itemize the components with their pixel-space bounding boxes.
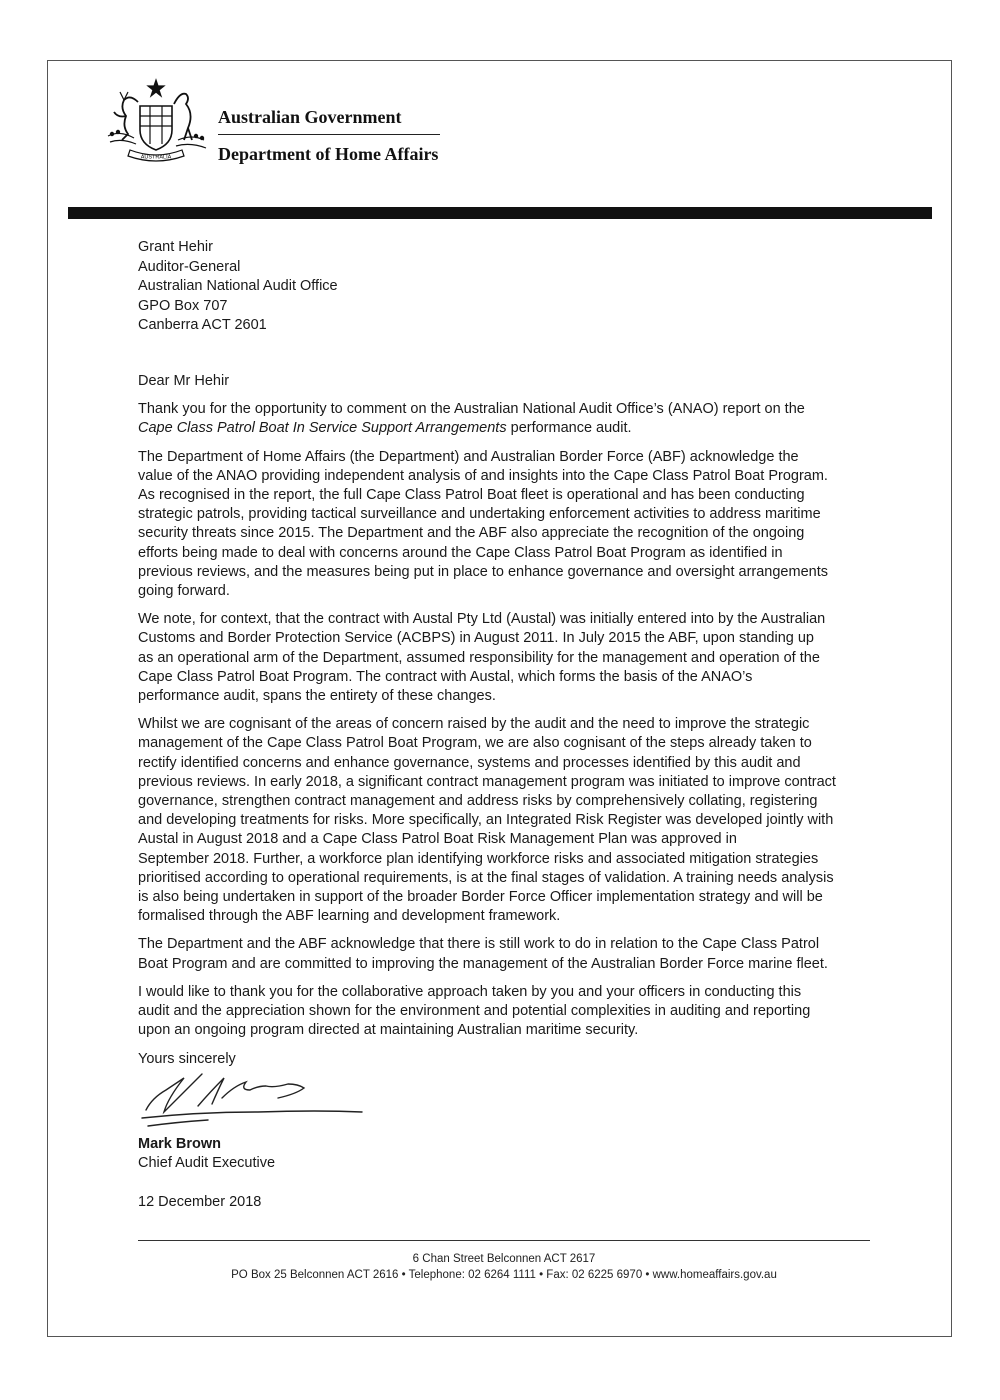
signer-name: Mark Brown <box>138 1136 221 1152</box>
paragraph-line: Thank you for the opportunity to comment on the Australian National Audit Office’s (ANAO) report on the <box>138 401 805 418</box>
paragraph-line: The Department of Home Affairs (the Department) and Australian Border Force (ABF) acknowledge the <box>138 448 799 465</box>
paragraph-line: Cape Class Patrol Boat Program. The contract with Austal, which forms the basis of the ANAO’s <box>138 668 753 685</box>
paragraph-line: going forward. <box>138 583 230 600</box>
paragraph-line: efforts being made to deal with concerns around the Cape Class Patrol Boat Program as identified in <box>138 544 783 561</box>
paragraph-line: I would like to thank you for the collaborative approach taken by you and your officers in conducting this <box>138 983 802 1000</box>
paragraph-line: prioritised according to operational requirements, is at the final stages of validation. A training needs analysis <box>138 869 834 886</box>
paragraph-line: is also being undertaken in support of the broader Border Force Officer implementation strategy and will be <box>138 889 823 906</box>
audit-title: Cape Class Patrol Boat In Service Support Arrangements <box>138 420 507 437</box>
letter-date: 12 December 2018 <box>138 1194 262 1210</box>
paragraph-line: September 2018. Further, a workforce plan identifying workforce risks and associated mitigation strategies <box>138 850 819 867</box>
paragraph-line: formalised through the ABF learning and development framework. <box>138 908 561 925</box>
paragraph-commitment <box>138 935 878 973</box>
government-name: Australian Government <box>218 107 402 127</box>
recipient-organisation: Australian National Audit Office <box>138 278 338 294</box>
paragraph-line: upon an ongoing program directed at maintaining Australian maritime security. <box>138 1022 639 1039</box>
recipient-address-line1: GPO Box 707 <box>138 297 228 314</box>
paragraph-line: As recognised in the report, the full Cape Class Patrol Boat fleet is operational and has been conducting <box>138 487 805 504</box>
recipient-title: Auditor-General <box>138 258 241 275</box>
signature-image <box>138 1068 368 1130</box>
paragraph-line: and developing treatments for risks. More specifically, an Integrated Risk Register was developed jointly with <box>138 812 834 829</box>
paragraph-line: previous reviews. In early 2018, a significant contract management program was initiated to improve contract <box>138 773 836 790</box>
paragraph-line: management of the Cape Class Patrol Boat Program, we are also cognisant of the steps already taken to <box>138 735 812 752</box>
letter-body <box>138 372 878 1069</box>
paragraph-line: rectify identified concerns and enhance governance, systems and processes identified by this audit and <box>138 754 801 771</box>
paragraph-line: We note, for context, that the contract with Austal Pty Ltd (Austal) was initially entered into by the Australian <box>138 611 826 628</box>
signer-title: Chief Audit Executive <box>138 1155 276 1171</box>
footer-contact: PO Box 25 Belconnen ACT 2616 • Telephone: 02 6264 1111 • Fax: 02 6225 6970 • www.homeaffairs.gov.au <box>231 1269 777 1281</box>
paragraph-line: Austal in August 2018 and a Cape Class Patrol Boat Risk Management Plan was approved in <box>138 831 737 848</box>
paragraph-line: performance audit, spans the entirety of these changes. <box>138 688 496 705</box>
salutation: Dear Mr Hehir <box>138 373 230 389</box>
recipient-address-line2: Canberra ACT 2601 <box>138 317 267 333</box>
paragraph-acknowledgement <box>138 448 878 602</box>
footer-address: 6 Chan Street Belconnen ACT 2617 <box>412 1253 596 1265</box>
paragraph-line: previous reviews, and the measures being put in place to enhance governance and oversight arrangements <box>138 563 828 580</box>
closing: Yours sincerely <box>138 1050 236 1067</box>
paragraph-line: strategic patrols, providing tactical surveillance and undertaking enforcement activities to address maritime <box>138 506 821 523</box>
crest-motto: AUSTRALIA <box>140 154 172 161</box>
department-name: Department of Home Affairs <box>218 144 439 164</box>
paragraph-intro <box>138 400 878 438</box>
header-bar <box>68 207 932 219</box>
paragraph-line: audit and the appreciation shown for the environment and potential complexities in auditing and reporting <box>138 1003 811 1020</box>
paragraph-line: Whilst we are cognisant of the areas of concern raised by the audit and the need to improve the strategic <box>138 716 810 733</box>
paragraph-thanks <box>138 983 878 1041</box>
footer-divider <box>138 1240 870 1241</box>
paragraph-line: security threats since 2015. The Department and the ABF also appreciate the recognition of the ongoing <box>138 525 805 542</box>
paragraph-line: The Department and the ABF acknowledge that there is still work to do in relation to the Cape Class Patrol <box>138 936 820 953</box>
paragraph-line: Customs and Border Protection Service (ACBPS) in August 2011. In July 2015 the ABF, upon standing up <box>138 630 814 647</box>
recipient-address <box>138 238 338 336</box>
paragraph-actions <box>138 715 878 926</box>
paragraph-line: Cape Class Patrol Boat In Service Support Arrangements performance audit. <box>138 420 632 437</box>
coat-of-arms-icon <box>100 78 212 168</box>
paragraph-line: Boat Program and are committed to improving the management of the Australian Border Force marine fleet. <box>138 955 828 972</box>
paragraph-line: as an operational arm of the Department, assumed responsibility for the management and operation of the <box>138 649 820 666</box>
paragraph-context <box>138 610 878 706</box>
paragraph-line: value of the ANAO providing independent analysis of and insights into the Cape Class Patrol Boat Program. <box>138 467 828 484</box>
letterhead-divider <box>218 134 440 135</box>
paragraph-line: governance, strengthen contract management and address risks by comprehensively collating, registering <box>138 793 818 810</box>
recipient-name: Grant Hehir <box>138 239 213 255</box>
